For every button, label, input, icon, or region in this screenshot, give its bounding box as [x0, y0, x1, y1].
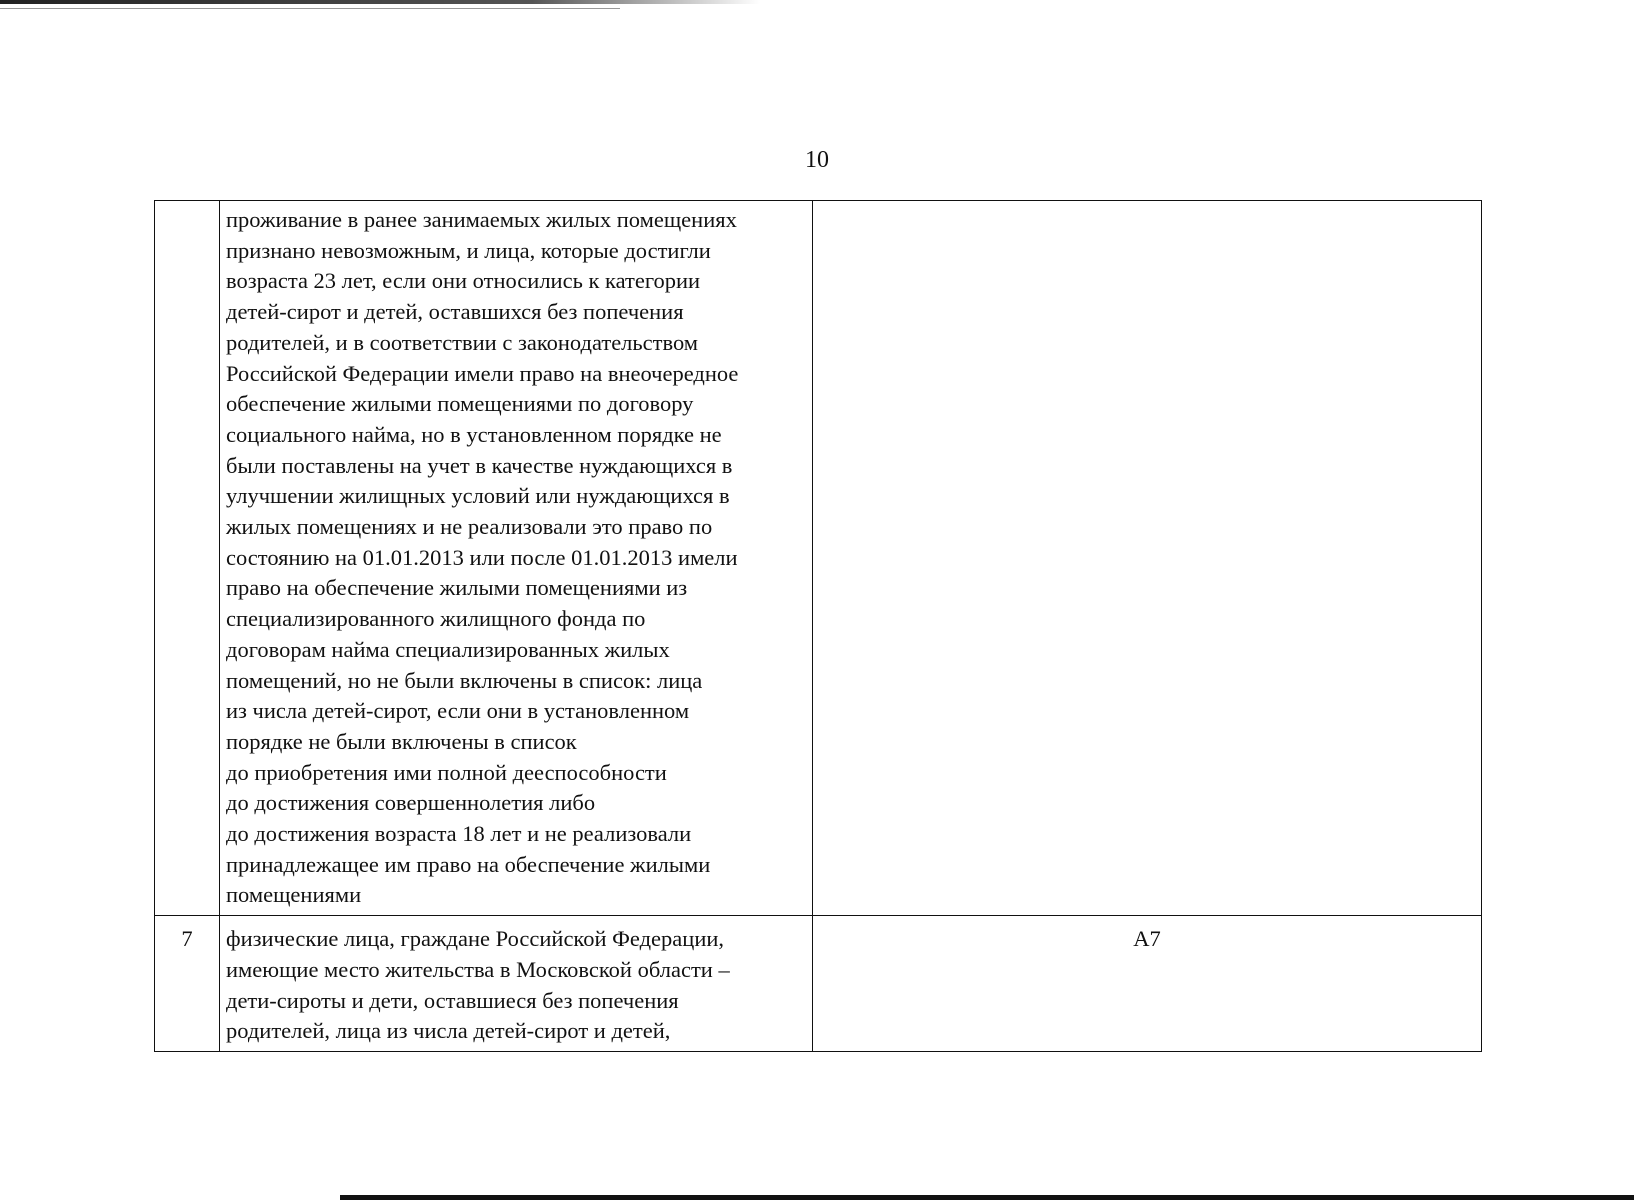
text-line: до достижения совершеннолетия либо — [226, 790, 596, 816]
row-number-cell — [155, 201, 220, 916]
text-line: имеющие место жительства в Московской области – — [226, 956, 730, 982]
text-line: порядке не были включены в список — [226, 728, 577, 754]
text-line: родителей, лица из числа детей-сирот и детей, — [226, 1018, 671, 1044]
text-line: физические лица, граждане Российской Федерации, — [226, 926, 725, 952]
text-line: дети-сироты и дети, оставшиеся без попечения — [226, 987, 679, 1013]
text-line: Российской Федерации имели право на внеочередное — [226, 360, 739, 386]
text-line: до приобретения ими полной дееспособности — [226, 759, 667, 785]
scan-edge-line — [0, 8, 620, 9]
text-line: состоянию на 01.01.2013 или после 01.01.2013 имели — [226, 544, 738, 570]
page-number: 10 — [805, 147, 829, 173]
text-line: были поставлены на учет в качестве нуждающихся в — [226, 452, 733, 478]
row-number-cell: 7 — [155, 916, 220, 1052]
row-description-cell — [220, 916, 813, 1052]
text-line: родителей, и в соответствии с законодательством — [226, 329, 699, 355]
text-line: обеспечение жилыми помещениями по договору — [226, 391, 694, 417]
text-line: специализированного жилищного фонда по — [226, 606, 646, 632]
text-line: принадлежащее им право на обеспечение жилыми — [226, 851, 711, 877]
row-code-cell: А7 — [813, 916, 1482, 1052]
text-line: помещений, но не были включены в список: лица — [226, 667, 703, 693]
text-line: возраста 23 лет, если они относились к категории — [226, 268, 701, 294]
row-description-cell — [220, 201, 813, 916]
text-line: проживание в ранее занимаемых жилых помещениях — [226, 207, 737, 232]
text-line: до достижения возраста 18 лет и не реализовали — [226, 821, 692, 847]
text-line: детей-сирот и детей, оставшихся без попечения — [226, 299, 684, 325]
text-line: из числа детей-сирот, если они в установленном — [226, 698, 690, 724]
text-line: право на обеспечение жилыми помещениями из — [226, 575, 688, 601]
scan-edge-top — [0, 0, 760, 4]
document-table — [154, 200, 1482, 1052]
text-line: помещениями — [226, 882, 362, 908]
row-code-cell — [813, 201, 1482, 916]
text-line: жилых помещениях и не реализовали это право по — [226, 514, 713, 540]
table-row — [155, 201, 1482, 916]
text-line: договорам найма специализированных жилых — [226, 636, 670, 662]
text-line: социального найма, но в установленном порядке не — [226, 421, 722, 447]
text-line: признано невозможным, и лица, которые достигли — [226, 237, 711, 263]
scan-edge-bottom — [340, 1195, 1634, 1200]
text-line: улучшении жилищных условий или нуждающихся в — [226, 483, 730, 509]
table-row — [155, 916, 1482, 1052]
